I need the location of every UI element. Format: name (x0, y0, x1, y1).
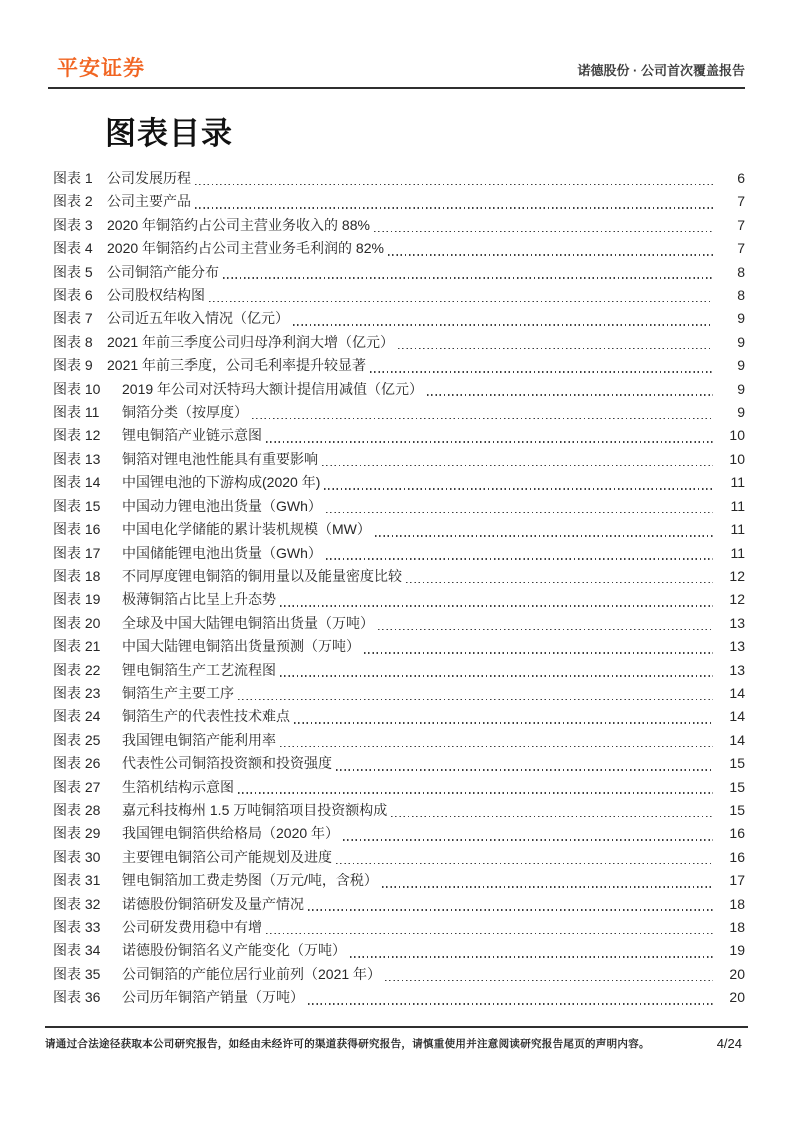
toc-entry-label: 图表 23 (53, 684, 101, 701)
toc-entry-title: 公司铜箔的产能位居行业前列（2021 年） (122, 965, 382, 982)
dot-leader (294, 722, 713, 724)
toc-entry-page: 17 (729, 872, 745, 889)
toc-entry-page: 13 (729, 614, 745, 631)
toc-entry[interactable] (53, 659, 745, 682)
toc-entry-title: 我国锂电铜箔供给格局（2020 年） (122, 825, 340, 842)
toc-entry[interactable] (53, 916, 745, 939)
toc-entry[interactable] (53, 542, 745, 565)
dot-leader (385, 980, 713, 982)
toc-entry-title: 公司历年铜箔产销量（万吨） (122, 989, 304, 1006)
toc-entry-title: 铜箔生产主要工序 (122, 684, 234, 701)
toc-entry-title: 主要锂电铜箔公司产能规划及进度 (122, 848, 332, 865)
toc-entry-page: 7 (737, 193, 745, 210)
toc-entry-title: 公司铜箔产能分布 (107, 263, 219, 280)
dot-leader (308, 1003, 713, 1005)
toc-entry[interactable] (53, 495, 745, 518)
toc-entry-title: 锂电铜箔生产工艺流程图 (122, 661, 276, 678)
dot-leader (378, 629, 713, 631)
toc-entry-label: 图表 21 (53, 638, 101, 655)
toc-entry-title: 中国锂电池的下游构成(2020 年) (122, 474, 321, 491)
toc-entry-title: 2020 年铜箔约占公司主营业务收入的 88% (107, 216, 370, 233)
toc-entry-label: 图表 24 (53, 708, 101, 725)
dot-leader (391, 816, 713, 818)
toc-entry-page: 20 (729, 989, 745, 1006)
toc-entry-title: 我国锂电铜箔产能利用率 (122, 731, 276, 748)
toc-entry-page: 18 (729, 919, 745, 935)
toc-entry-title: 生箔机结构示意图 (122, 778, 234, 795)
toc-entry-label: 图表 1 (53, 170, 93, 186)
toc-entry-label: 图表 4 (53, 240, 93, 257)
toc-entry-title: 中国电化学储能的累计装机规模（MW） (122, 521, 371, 538)
toc-entry[interactable] (53, 799, 745, 822)
dot-leader (398, 348, 713, 350)
toc-entry-label: 图表 33 (53, 919, 101, 935)
toc-entry-label: 图表 25 (53, 731, 101, 748)
toc-entry[interactable] (53, 869, 745, 892)
toc-entry-label: 图表 16 (53, 521, 101, 538)
toc-entry-page: 6 (737, 170, 745, 186)
toc-entry[interactable] (53, 284, 745, 307)
toc-entry[interactable] (53, 963, 745, 986)
toc-entry-page: 14 (729, 684, 745, 701)
dot-leader (266, 441, 713, 443)
toc-entry-label: 图表 5 (53, 263, 93, 280)
toc-entry-title: 公司发展历程 (107, 170, 191, 186)
toc-entry-page: 11 (730, 474, 745, 491)
dot-leader (343, 839, 713, 841)
dot-leader (308, 909, 713, 911)
toc-entry-title: 中国大陆锂电铜箔出货量预测（万吨） (122, 638, 360, 655)
toc-entry[interactable] (53, 518, 745, 541)
toc-entry-title: 2020 年铜箔约占公司主营业务毛利润的 82% (107, 240, 384, 257)
report-title: 诺德股份 · 公司首次覆盖报告 (577, 63, 745, 79)
toc-entry-label: 图表 3 (53, 216, 93, 233)
toc-entry-title: 公司近五年收入情况（亿元） (107, 310, 289, 327)
toc-entry-label: 图表 32 (53, 895, 101, 912)
dot-leader (195, 184, 713, 186)
dot-leader (326, 558, 713, 560)
toc-heading: 图表目录 (105, 116, 233, 151)
toc-entry-title: 全球及中国大陆锂电铜箔出货量（万吨） (122, 614, 374, 631)
toc-entry-page: 12 (729, 591, 745, 608)
toc-entry[interactable] (53, 565, 745, 588)
dot-leader (406, 582, 713, 584)
toc-entry-title: 2021 年前三季度，公司毛利率提升较显著 (107, 357, 367, 374)
toc-entry-title: 中国储能锂电池出货量（GWh） (122, 544, 322, 561)
toc-entry-page: 10 (729, 427, 745, 444)
dot-leader (238, 699, 713, 701)
toc-entry[interactable] (53, 752, 745, 775)
toc-entry[interactable] (53, 893, 745, 916)
footer-disclaimer: 请通过合法途径获取本公司研究报告，如经由未经许可的渠道获得研究报告，请慎重使用并注意阅读研究报告尾页的声明内容。 (45, 1038, 650, 1050)
toc-entry[interactable] (53, 331, 745, 354)
toc-entry-page: 13 (729, 661, 745, 678)
toc-entry-page: 7 (737, 240, 745, 257)
dot-leader (280, 605, 713, 607)
toc-entry-title: 公司主要产品 (107, 193, 191, 210)
toc-entry-page: 20 (729, 965, 745, 982)
dot-leader (209, 301, 713, 303)
toc-entry-page: 13 (729, 638, 745, 655)
toc-entry-label: 图表 6 (53, 287, 93, 304)
toc-entry-title: 铜箔对锂电池性能具有重要影响 (122, 450, 318, 467)
toc-entry-page: 18 (729, 895, 745, 912)
toc-entry-label: 图表 17 (53, 544, 101, 561)
toc-entry-label: 图表 30 (53, 848, 101, 865)
toc-entry-page: 14 (729, 731, 745, 748)
dot-leader (336, 863, 713, 865)
dot-leader (388, 254, 713, 256)
toc-entry[interactable] (53, 776, 745, 799)
page-header (48, 0, 745, 89)
toc-entry-page: 8 (737, 263, 745, 280)
toc-entry-label: 图表 35 (53, 965, 101, 982)
toc-entry[interactable] (53, 237, 745, 260)
toc-entry[interactable] (53, 261, 745, 284)
toc-entry-page: 11 (730, 544, 745, 561)
toc-entry-label: 图表 12 (53, 427, 101, 444)
dot-leader (195, 207, 713, 209)
toc-entry-label: 图表 29 (53, 825, 101, 842)
dot-leader (266, 933, 713, 935)
toc-entry-page: 12 (729, 567, 745, 584)
toc-entry-label: 图表 34 (53, 942, 101, 959)
toc-entry-label: 图表 31 (53, 872, 101, 889)
toc-entry-page: 9 (737, 357, 745, 374)
toc-entry-label: 图表 15 (53, 497, 101, 514)
toc-entry[interactable] (53, 588, 745, 611)
dot-leader (364, 652, 713, 654)
toc-entry-title: 2019 年公司对沃特玛大额计提信用减值（亿元） (122, 380, 424, 397)
toc-entry-title: 铜箔分类（按厚度） (122, 404, 248, 421)
dot-leader (382, 886, 713, 888)
dot-leader (293, 324, 713, 326)
toc-entry-label: 图表 26 (53, 755, 101, 772)
toc-entry-title: 嘉元科技梅州 1.5 万吨铜箔项目投资额构成 (122, 801, 388, 818)
toc-entry-title: 中国动力锂电池出货量（GWh） (122, 497, 322, 514)
toc-entry-page: 9 (737, 333, 745, 350)
toc-entry-title: 公司股权结构图 (107, 287, 205, 304)
dot-leader (375, 535, 713, 537)
dot-leader (374, 231, 713, 233)
toc-entry[interactable] (53, 354, 745, 377)
toc-entry-page: 7 (737, 216, 745, 233)
dot-leader (326, 512, 713, 514)
toc-entry-label: 图表 2 (53, 193, 93, 210)
toc-entry[interactable] (53, 307, 745, 330)
figure-toc-list (53, 167, 745, 1010)
toc-entry[interactable] (53, 612, 745, 635)
toc-entry-page: 15 (729, 778, 745, 795)
toc-entry[interactable] (53, 822, 745, 845)
dot-leader (280, 675, 713, 677)
toc-entry[interactable] (53, 167, 745, 190)
toc-entry[interactable] (53, 471, 745, 494)
toc-entry-label: 图表 20 (53, 614, 101, 631)
toc-entry-title: 代表性公司铜箔投资额和投资强度 (122, 755, 332, 772)
toc-entry-page: 16 (729, 848, 745, 865)
toc-entry-label: 图表 19 (53, 591, 101, 608)
toc-entry[interactable] (53, 635, 745, 658)
dot-leader (322, 465, 713, 467)
toc-entry[interactable] (53, 190, 745, 213)
toc-entry-label: 图表 8 (53, 333, 93, 350)
toc-entry-label: 图表 14 (53, 474, 101, 491)
page-number-indicator: 4/24 (716, 1036, 742, 1051)
toc-entry-title: 不同厚度锂电铜箔的铜用量以及能量密度比较 (122, 567, 402, 584)
toc-entry-title: 极薄铜箔占比呈上升态势 (122, 591, 276, 608)
toc-entry-page: 19 (729, 942, 745, 959)
dot-leader (370, 371, 713, 373)
toc-entry-page: 10 (729, 450, 745, 467)
toc-entry-label: 图表 7 (53, 310, 93, 327)
dot-leader (324, 488, 713, 490)
toc-entry-label: 图表 9 (53, 357, 93, 374)
toc-entry[interactable] (53, 682, 745, 705)
brand-logo: 平安证券 (57, 57, 145, 80)
dot-leader (223, 277, 713, 279)
toc-entry[interactable] (53, 986, 745, 1009)
dot-leader (427, 394, 713, 396)
toc-entry-label: 图表 10 (53, 380, 101, 397)
toc-entry-page: 9 (737, 404, 745, 421)
toc-entry-label: 图表 13 (53, 450, 101, 467)
toc-entry-label: 图表 28 (53, 801, 101, 818)
toc-entry-title: 锂电铜箔加工费走势图（万元/吨，含税） (122, 872, 378, 889)
toc-entry-page: 16 (729, 825, 745, 842)
toc-entry[interactable] (53, 705, 745, 728)
page-footer (45, 1026, 748, 1051)
toc-entry-label: 图表 11 (53, 404, 100, 421)
toc-entry-page: 8 (737, 287, 745, 304)
dot-leader (336, 769, 713, 771)
toc-entry-title: 公司研发费用稳中有增 (122, 919, 262, 935)
toc-entry[interactable] (53, 939, 745, 962)
toc-entry-title: 铜箔生产的代表性技术难点 (122, 708, 290, 725)
toc-entry[interactable] (53, 401, 745, 424)
toc-entry-title: 诺德股份铜箔名义产能变化（万吨） (122, 942, 346, 959)
dot-leader (252, 418, 713, 420)
toc-entry-title: 诺德股份铜箔研发及量产情况 (122, 895, 304, 912)
toc-entry-title: 锂电铜箔产业链示意图 (122, 427, 262, 444)
toc-entry[interactable] (53, 424, 745, 447)
toc-entry[interactable] (53, 729, 745, 752)
dot-leader (238, 792, 713, 794)
dot-leader (280, 746, 713, 748)
toc-entry-page: 11 (730, 497, 745, 514)
dot-leader (350, 956, 713, 958)
toc-entry-label: 图表 36 (53, 989, 101, 1006)
toc-entry-page: 11 (730, 521, 745, 538)
toc-entry-page: 9 (737, 310, 745, 327)
toc-entry[interactable] (53, 448, 745, 471)
toc-entry-label: 图表 22 (53, 661, 101, 678)
toc-entry-page: 15 (729, 801, 745, 818)
toc-entry[interactable] (53, 214, 745, 237)
toc-entry-label: 图表 27 (53, 778, 101, 795)
toc-entry[interactable] (53, 846, 745, 869)
toc-entry-page: 14 (729, 708, 745, 725)
toc-entry-page: 9 (737, 380, 745, 397)
toc-entry[interactable] (53, 378, 745, 401)
toc-entry-title: 2021 年前三季度公司归母净利润大增（亿元） (107, 333, 395, 350)
toc-entry-page: 15 (729, 755, 745, 772)
toc-entry-label: 图表 18 (53, 567, 101, 584)
